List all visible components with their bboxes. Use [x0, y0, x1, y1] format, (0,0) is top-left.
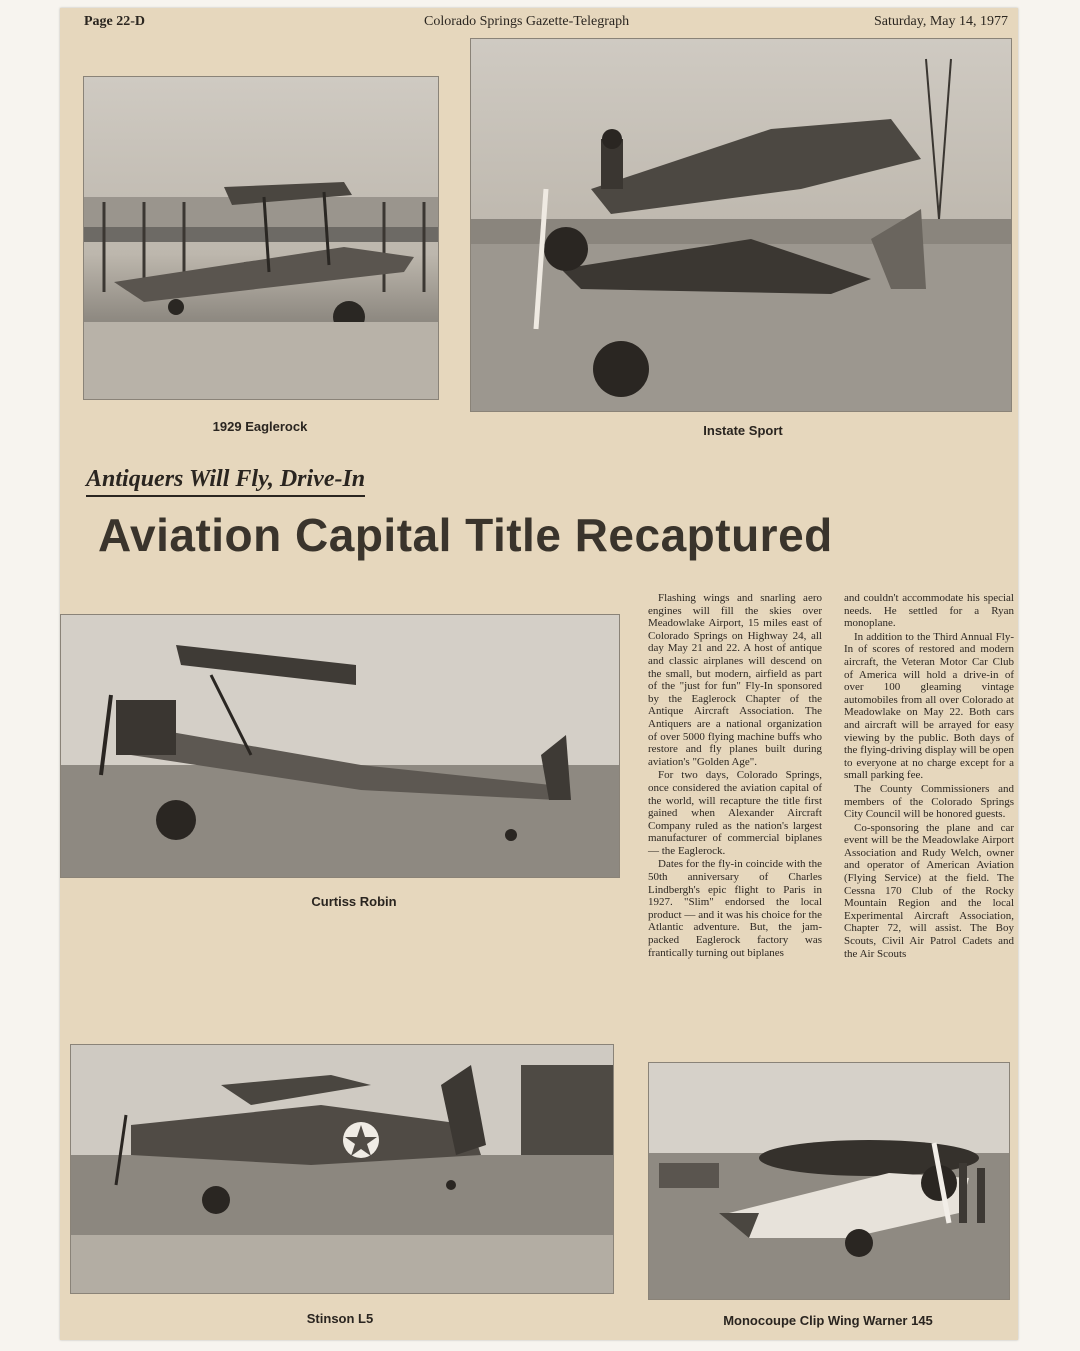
page-number: Page 22-D — [84, 14, 146, 29]
curtiss-robin-image — [61, 615, 619, 877]
photo-instate-sport — [470, 38, 1012, 412]
paragraph: Dates for the fly-in coincide with the 50th anniversary of Charles Lindbergh's epic flight to Paris in 1927. "Slim" endorsed the local product — and it was his choice for the Atlantic adventure. But, the jam-packed Eaglerock factory was frantically turning out biplanes — [648, 858, 822, 959]
masthead — [84, 14, 1008, 36]
instate-sport-biplane-image — [471, 39, 1011, 411]
paragraph: and couldn't accommodate his special needs. He settled for a Ryan monoplane. — [844, 592, 1014, 630]
photo-eaglerock — [83, 76, 439, 400]
caption-instate-sport: Instate Sport — [703, 423, 783, 438]
paragraph: In addition to the Third Annual Fly-In of scores of restored and modern aircraft, the Veteran Motor Car Club of America will hold a drive-in of over 100 gleaming vintage automobiles from all over Colorado at Meadowlake on May 22. Both cars and aircraft will be arrayed for easy viewing by the public. Both days of the flying-driving display will be open to everyone at no charge except for a small parking fee. — [844, 630, 1014, 782]
eaglerock-biplane-image — [84, 77, 438, 399]
paragraph: For two days, Colorado Springs, once considered the aviation capital of the world, will recapture the title first gained when Alexander Aircraft Company ruled as the nation's largest manufacturer of commercial biplanes — the Eaglerock. — [648, 769, 822, 857]
photo-curtiss-robin — [60, 614, 620, 878]
article-column-1 — [648, 592, 822, 959]
article-column-2 — [844, 592, 1014, 960]
caption-stinson: Stinson L5 — [306, 1311, 374, 1326]
article-kicker: Antiquers Will Fly, Drive-In — [86, 466, 365, 497]
caption-curtiss-robin: Curtiss Robin — [311, 894, 397, 909]
photo-stinson — [70, 1044, 614, 1294]
paragraph: Co-sponsoring the plane and car event will be the Meadowlake Airport Association and Rudy Welch, owner and operator of American Aviation (Flying Service) at the field. The Cessna 170 Club of the Rocky Mountain Region and the local Experimental Aircraft Association, Chapter 72, will assist. The Boy Scouts, Civil Air Patrol Cadets and the Air Scouts — [844, 821, 1014, 960]
paragraph: The County Commissioners and members of the Colorado Springs City Council will be honored guests. — [844, 782, 1014, 821]
article-headline: Aviation Capital Title Recaptured — [98, 509, 833, 561]
monocoupe-image — [649, 1063, 1009, 1299]
caption-eaglerock: 1929 Eaglerock — [212, 419, 308, 434]
stinson-l5-image — [71, 1045, 613, 1293]
caption-monocoupe: Monocoupe Clip Wing Warner 145 — [723, 1313, 933, 1328]
issue-date: Saturday, May 14, 1977 — [873, 14, 1008, 29]
paragraph: Flashing wings and snarling aero engines will fill the skies over Meadowlake Airport, 15 miles east of Colorado Springs on Highway 24, all day May 21 and 22. A host of antique and classic airplanes will descend on the small, but modern, airfield as part of the "just for fun" Fly-In sponsored by the Eaglerock Chapter of the Antique Aircraft Association. The Antiquers are a national organization of over 5000 flying machine buffs who restore and fly planes built during aviation's "Golden Age". — [648, 592, 822, 768]
photo-monocoupe — [648, 1062, 1010, 1300]
newspaper-name: Colorado Springs Gazette-Telegraph — [424, 14, 630, 29]
